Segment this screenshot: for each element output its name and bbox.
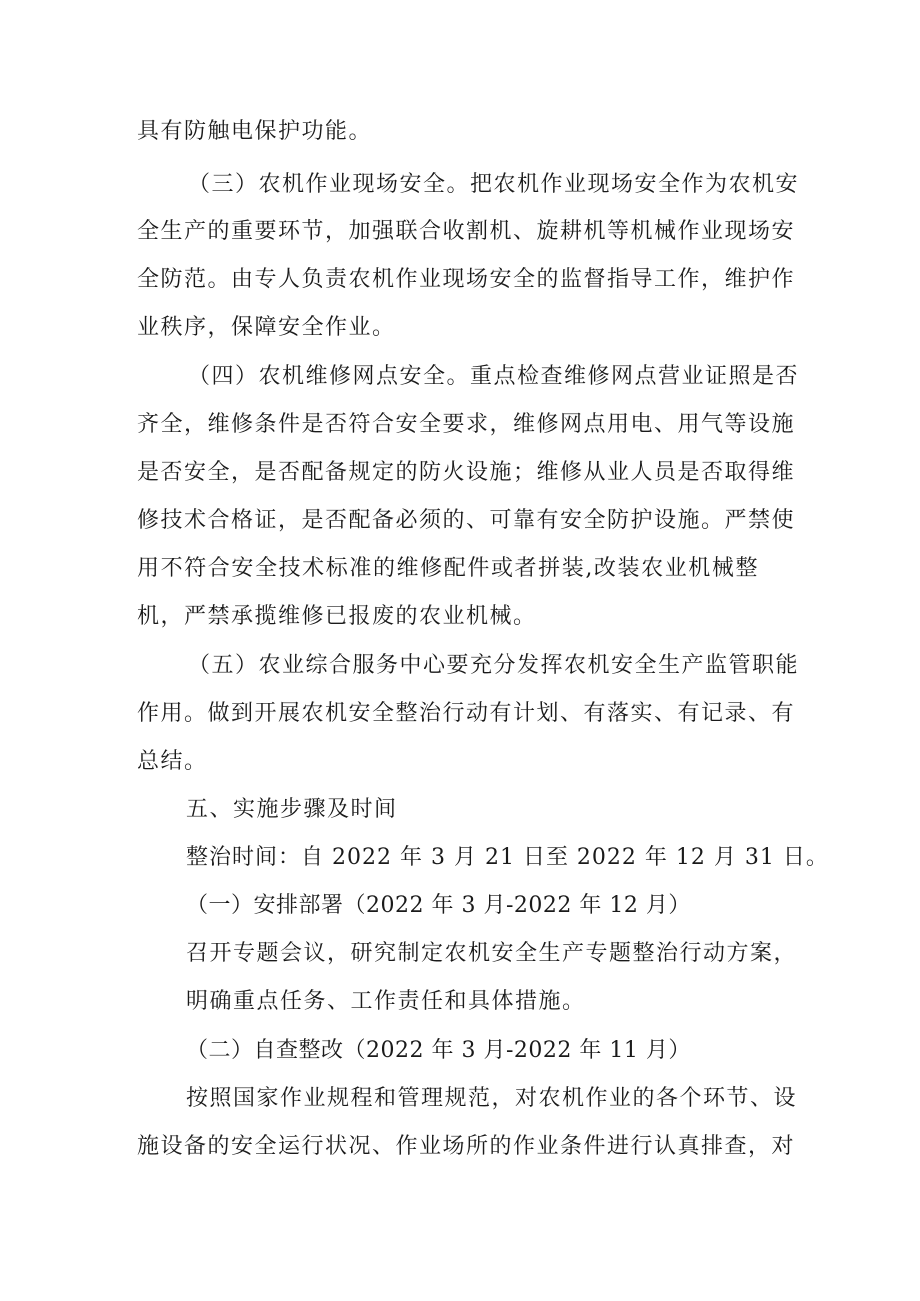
paragraph-line: 修技术合格证，是否配备必须的、可靠有安全防护设施。严禁使 [137, 508, 796, 533]
paragraph-line: 是否安全，是否配备规定的防火设施；维修从业人员是否取得维 [137, 460, 796, 485]
paragraph-line: 按照国家作业规程和管理规范，对农机作业的各个环节、设 [186, 1086, 798, 1111]
paragraph-line: 业秩序，保障安全作业。 [137, 315, 396, 340]
section-heading-5: （五）农业综合服务中心要充分发挥农机安全生产监管职能 [188, 653, 800, 678]
remediation-period: 整治时间：自 2022 年 3 月 21 日至 2022 年 12 月 31 日。 [186, 845, 829, 870]
paragraph-line: 机，严禁承揽维修已报废的农业机械。 [137, 604, 537, 629]
section-heading-3: （三）农机作业现场安全。把农机作业现场安全作为农机安 [188, 172, 800, 197]
paragraph-line: 召开专题会议，研究制定农机安全生产专题整治行动方案， [186, 941, 798, 966]
chapter-heading: 五、实施步骤及时间 [186, 797, 398, 822]
paragraph-line: 具有防触电保护功能。 [137, 119, 373, 144]
paragraph-line: 全防范。由专人负责农机作业现场安全的监督指导工作，维护作 [137, 267, 796, 292]
paragraph-line: 全生产的重要环节，加强联合收割机、旋耕机等机械作业现场安 [137, 219, 796, 244]
paragraph-line: 用不符合安全技术标准的维修配件或者拼装,改装农业机械整 [137, 556, 759, 581]
paragraph-line: 齐全，维修条件是否符合安全要求，维修网点用电、用气等设施 [137, 412, 796, 437]
step-heading-2: （二）自查整改（2022 年 3 月-2022 年 11 月） [186, 1038, 691, 1063]
paragraph-line: 明确重点任务、工作责任和具体措施。 [186, 989, 586, 1014]
paragraph-line: 总结。 [137, 749, 208, 774]
step-heading-1: （一）安排部署（2022 年 3 月-2022 年 12 月） [186, 893, 691, 918]
paragraph-line: 施设备的安全运行状况、作业场所的作业条件进行认真排查，对 [137, 1134, 796, 1159]
section-heading-4: （四）农机维修网点安全。重点检查维修网点营业证照是否 [188, 364, 800, 389]
paragraph-line: 作用。做到开展农机安全整治行动有计划、有落实、有记录、有 [137, 701, 796, 726]
